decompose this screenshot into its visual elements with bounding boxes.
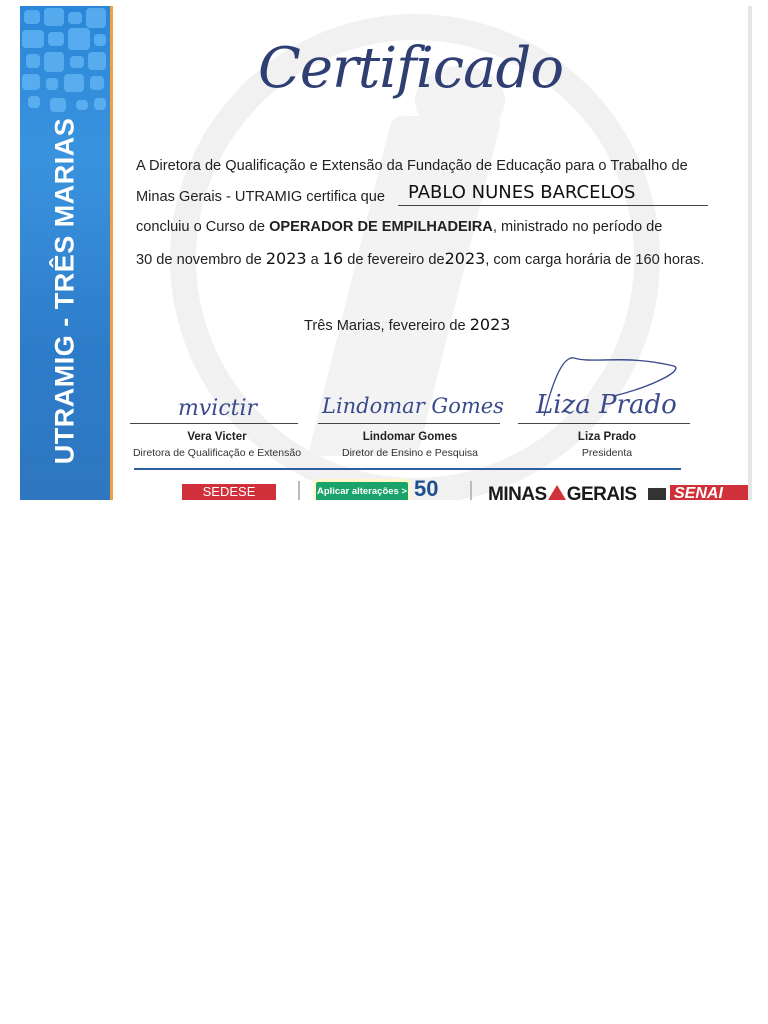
sidebar-accent-stripe: [110, 6, 113, 500]
signature-liza-flourish: [534, 346, 694, 426]
fifty-years-logo: 50: [414, 476, 439, 500]
certificate-page: [20, 6, 748, 500]
body-line-2: Minas Gerais - UTRAMIG certifica que: [136, 189, 385, 205]
course-prefix: concluiu o Curso de: [136, 219, 265, 235]
sidebar-title: UTRAMIG - TRÊS MARIAS: [49, 117, 80, 465]
minas-gerais-logo: [488, 484, 637, 500]
signer-role-3: Presidenta: [581, 447, 633, 459]
student-name: PABLO NUNES BARCELOS: [408, 182, 636, 203]
place-date: [304, 315, 510, 334]
gerais-text: GERAIS: [566, 484, 637, 500]
signature-line-3: [518, 423, 690, 424]
body-line-1: A Diretora de Qualificação e Extensão da Fundação de Educação para o Trabalho de: [136, 158, 688, 174]
end-year: 2023: [444, 249, 486, 268]
minas-triangle-icon: [548, 485, 566, 500]
signature-line-1: [130, 423, 298, 424]
signer-role-2: Diretor de Ensino e Pesquisa: [342, 447, 478, 459]
student-name-field: [398, 182, 708, 206]
place-date-year: 2023: [469, 315, 511, 334]
place-date-text: Três Marias, fevereiro de: [304, 318, 466, 334]
body-line-4: [136, 249, 704, 268]
footer-rule: [134, 468, 681, 470]
period-end-text: de fevereiro de: [347, 252, 445, 268]
page-edge-shadow: [748, 6, 752, 500]
senai-logo: SENAI: [670, 485, 748, 500]
workload-text: , com carga horária de 160 horas.: [485, 252, 705, 268]
signer-role-1: Diretora de Qualificação e Extensão: [132, 447, 302, 459]
end-day: 16: [322, 249, 344, 268]
footer-divider-2: [470, 481, 472, 500]
signature-lindomar: Lindomar Gomes: [322, 394, 504, 418]
sedese-logo: SEDESE: [182, 484, 276, 500]
course-name: OPERADOR DE EMPILHADEIRA: [269, 219, 493, 235]
footer-divider-1: [298, 481, 300, 500]
signer-name-3: Liza Prado: [577, 431, 637, 443]
apply-changes-button[interactable]: Aplicar alterações >: [316, 482, 408, 500]
signer-name-2: Lindomar Gomes: [362, 431, 458, 443]
minas-text: MINAS: [488, 484, 547, 500]
signature-line-2: [318, 423, 500, 424]
certificate-title: Certificado: [258, 36, 564, 101]
period-connector: a: [310, 252, 319, 268]
signature-liza: Liza Prado: [536, 390, 677, 420]
sidebar-banner: [20, 6, 110, 500]
state-emblem-icon: [648, 488, 666, 500]
period-start-text: 30 de novembro de: [136, 252, 262, 268]
start-year: 2023: [265, 249, 307, 268]
course-suffix: , ministrado no período de: [492, 219, 663, 235]
signature-vera: mvictir: [178, 396, 258, 421]
body-line-3: [136, 219, 662, 235]
signer-name-1: Vera Victer: [187, 431, 247, 443]
